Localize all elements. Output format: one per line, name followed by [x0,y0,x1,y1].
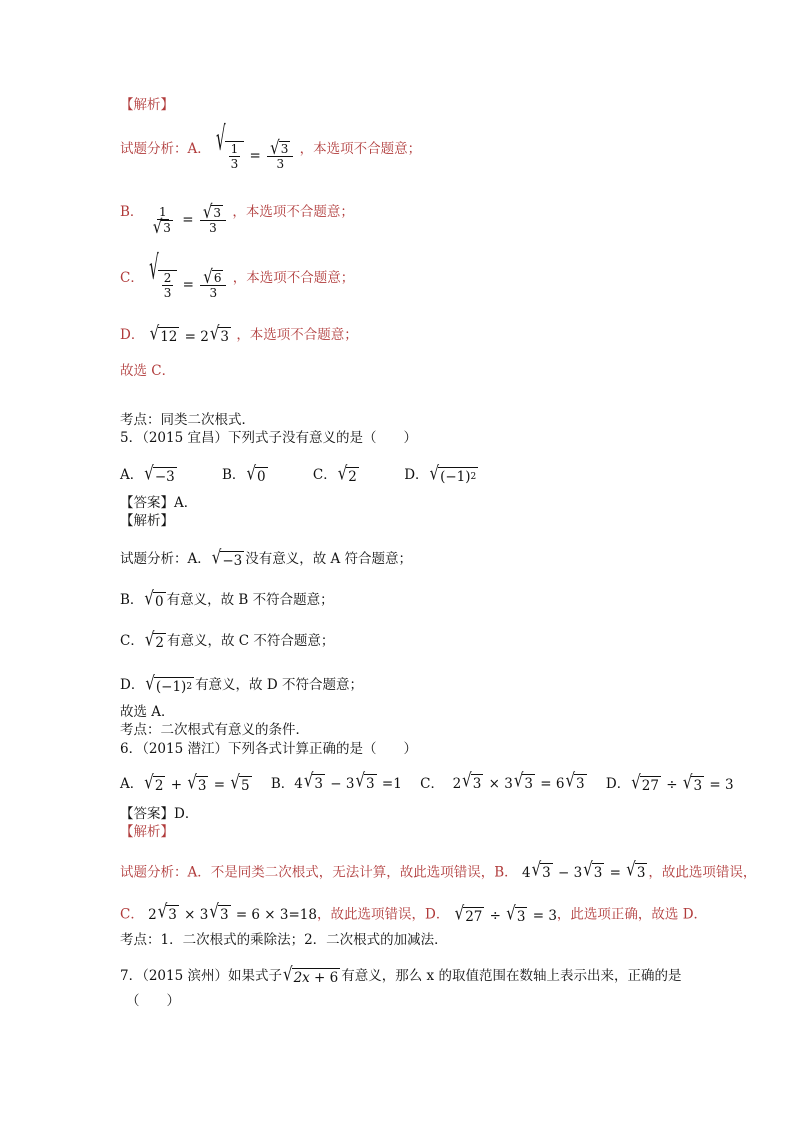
q6-option-d: D． √ 27 ÷ √ 3 = 3 [605,770,734,794]
q7-paren: （ ） [126,993,180,1009]
q6-analysis-line-1: 试题分析：A．不是同类二次根式，无法计算，故此选项错误，B． 4 √ 3 − 3 √ 3 = √ 3 ，故此选项错误， [120,858,757,881]
q6-analysis-line-2: C． 2 √ 3 × 3 √ 3 = 6 × 3=18，故此选项错误，D． √ 27 ÷ √ 3 = 3，此选项正确，故选 D． [120,900,708,925]
question-7: 7．（2015 滨州）如果式子 √ 2x + 6 有意义，那么 x 的取值范围在数轴上表示出来，正确的是 [120,963,682,986]
analysis-line-b: B． 1 √ 3 = √ 3 3 ，本选项不合题意； [120,200,354,239]
q6-answer: 【答案】D． [120,806,199,822]
q6-option-a: A． √ 2 + √ 3 = √ 5 [120,770,250,794]
q5-options [120,462,519,486]
q5-analysis-b: B． √ 0 有意义，故 B 不符合题意； [120,587,334,610]
analysis-line-d: D． √ 12 = 2 √ 3 ，本选项不合题意； [120,322,358,345]
kaodian-2: 考点：二次根式有意义的条件． [120,722,309,738]
formula-b: 1 √ 3 = √ 3 3 [148,205,228,235]
q6-options [120,769,734,795]
choose-c: 故选 C． [120,363,176,379]
q6-option-b: B．4 √ 3 − 3 √ 3 =1 [270,769,402,792]
formula-d: √ 12 = 2 √ 3 [149,322,230,345]
q5-analysis-c: C． √ 2 有意义，故 C 不符合题意； [120,628,335,651]
question-5: 5．（2015 宜昌）下列式子没有意义的是（ ） [120,430,417,446]
q5-choose: 故选 A． [120,704,175,720]
q6-option-c: C． 2 √ 3 × 3 √ 3 = 6 √ 3 [420,769,585,792]
formula-a: √ $\frac{1}{3}$ = √ 3 3 [215,141,295,171]
analysis-header: 【解析】 [120,97,174,113]
formula-c: √ $\frac{2}{3}$ = √ 6 3 [148,270,228,300]
q5-option-d: D． √ (−1) 2 [404,462,477,485]
q5-option-c: C． √ 2 [312,462,357,485]
q5-option-a: A． √ −3 [120,462,175,485]
analysis-line-c: C． √ $\frac{2}{3}$ = √ 6 3 ，本选项不合题意； [120,247,355,300]
q5-analysis-d: D． √ (−1) 2 有意义，故 D 不符合题意； [120,672,363,695]
q5-answer: 【答案】A． [120,495,198,511]
question-6: 6．（2015 潜江）下列各式计算正确的是（ ） [120,741,417,757]
analysis-header-3: 【解析】 [120,824,174,840]
q5-option-b: B． √ 0 [222,462,266,485]
kaodian-3: 考点：1．二次根式的乘除法；2．二次根式的加减法． [120,932,448,948]
q5-analysis-a: 试题分析：A． √ −3 没有意义，故 A 符合题意； [120,546,413,569]
analysis-line-a: 试题分析：A． √ $\frac{1}{3}$ = √ 3 3 ，本选项不合题意； [120,118,422,171]
analysis-header-2: 【解析】 [120,513,174,529]
kaodian-1: 考点：同类二次根式． [120,412,255,428]
